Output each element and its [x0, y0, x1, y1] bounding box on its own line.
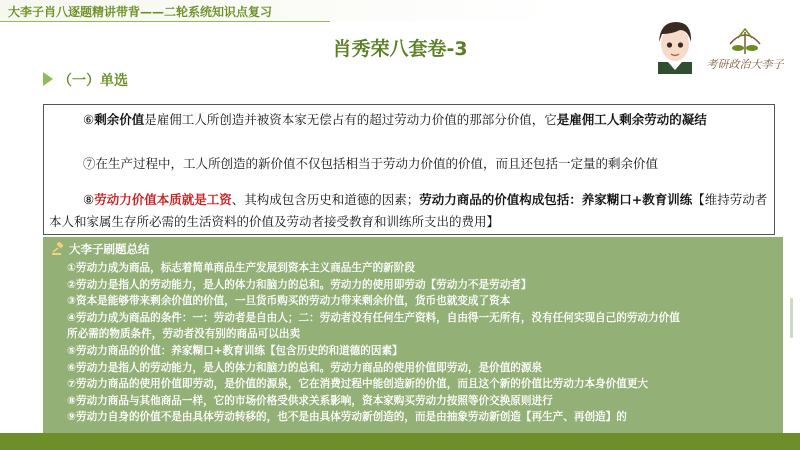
summary-item: ⑦劳动力商品的使用价值即劳动，是价值的源泉，它在消费过程中能创造新的价值，而且这个新的价值比劳动力本身价值更大: [67, 378, 649, 391]
note-number-8: ⑧: [83, 192, 95, 207]
summary-list: [67, 260, 779, 426]
note-paragraph-8: [49, 189, 769, 233]
note-term-labor-value: 劳动力商品的价值构成包括：养家糊口+教育训练: [419, 192, 693, 207]
note-number-7: ⑦: [83, 156, 96, 171]
summary-item: ⑤劳动力商品的价值：养家糊口+教育训练【包含历史的和道德的因素】: [67, 344, 403, 357]
summary-item: ④劳动力成为商品的条件：一：劳动者是自由人；二：劳动者没有任何生产资料，自由得一无所有，没有任何实现自己的劳动力价值: [67, 311, 680, 324]
summary-item: 所必需的物质条件，劳动者没有别的商品可以出卖: [67, 328, 301, 341]
gavel-icon: [51, 242, 65, 256]
section-title: （一）单选: [58, 73, 128, 89]
summary-item: ②劳动力是指人的劳动能力，是人的体力和脑力的总和。劳动力的使用即劳动【劳动力不是劳动者】: [67, 278, 532, 291]
note-term-surplus-labor: 是雇佣工人剩余劳动的凝结: [556, 112, 707, 127]
summary-item: ⑥劳动力是指人的劳动能力，是人的体力和脑力的总和。劳动力商品的使用价值即劳动，是价值的源泉: [67, 361, 543, 374]
section-marker-icon: [42, 72, 54, 86]
series-title: 大李子肖八逐题精讲带背——二轮系统知识点复习: [8, 5, 273, 19]
note-text-7: 在生产过程中，工人所创造的新价值不仅包括相当于劳动力价值的价值，而且还包括一定量的剩余价值: [95, 156, 659, 171]
summary-item: ⑨劳动力自身的价值不是由具体劳动转移的，也不是由具体劳动新创造的，而是由抽象劳动新创造【再生产、再创造】的: [67, 411, 627, 424]
header-underline: [0, 21, 330, 22]
note-paragraph-7: [49, 153, 769, 175]
notes-box: [43, 104, 775, 235]
summary-heading: 大李子刷题总结: [69, 242, 150, 256]
note-number-6: ⑥: [83, 112, 95, 127]
avatar-illustration: [650, 16, 700, 74]
scrollbar-thumb[interactable]: [790, 298, 793, 338]
note-text-8a: 、其构成包含历史和道德的因素；: [231, 192, 420, 207]
summary-item: ①劳动力成为商品，标志着简单商品生产发展到资本主义商品生产的新阶段: [67, 262, 415, 274]
note-term-surplus-value: 剩余价值: [94, 112, 145, 127]
summary-panel: [43, 237, 783, 433]
footer-bar: [0, 433, 800, 450]
note-text-8b: 【维持劳动者本人和家属生存所必需的生活资料的价值及劳动者接受教育和训练所支出的费用】: [49, 192, 768, 229]
note-highlight-wage: 劳动力价值本质就是工资: [94, 192, 232, 207]
note-text-6: 是雇佣工人所创造并被资本家无偿占有的超过劳动力价值的那部分价值，它: [144, 112, 557, 127]
summary-item: ③资本是能够带来剩余价值的价值，一旦货币购买的劳动力带来剩余价值，货币也就变成了资本: [67, 295, 511, 308]
note-paragraph-6: [49, 109, 769, 131]
logo-text: 考研政治大李子: [706, 58, 784, 71]
summary-item: ⑧劳动力商品与其他商品一样，它的市场价格受供求关系影响，资本家购买劳动力按照等价交换原则进行: [67, 394, 553, 407]
page-title: 肖秀荣八套卷-3: [332, 38, 468, 60]
